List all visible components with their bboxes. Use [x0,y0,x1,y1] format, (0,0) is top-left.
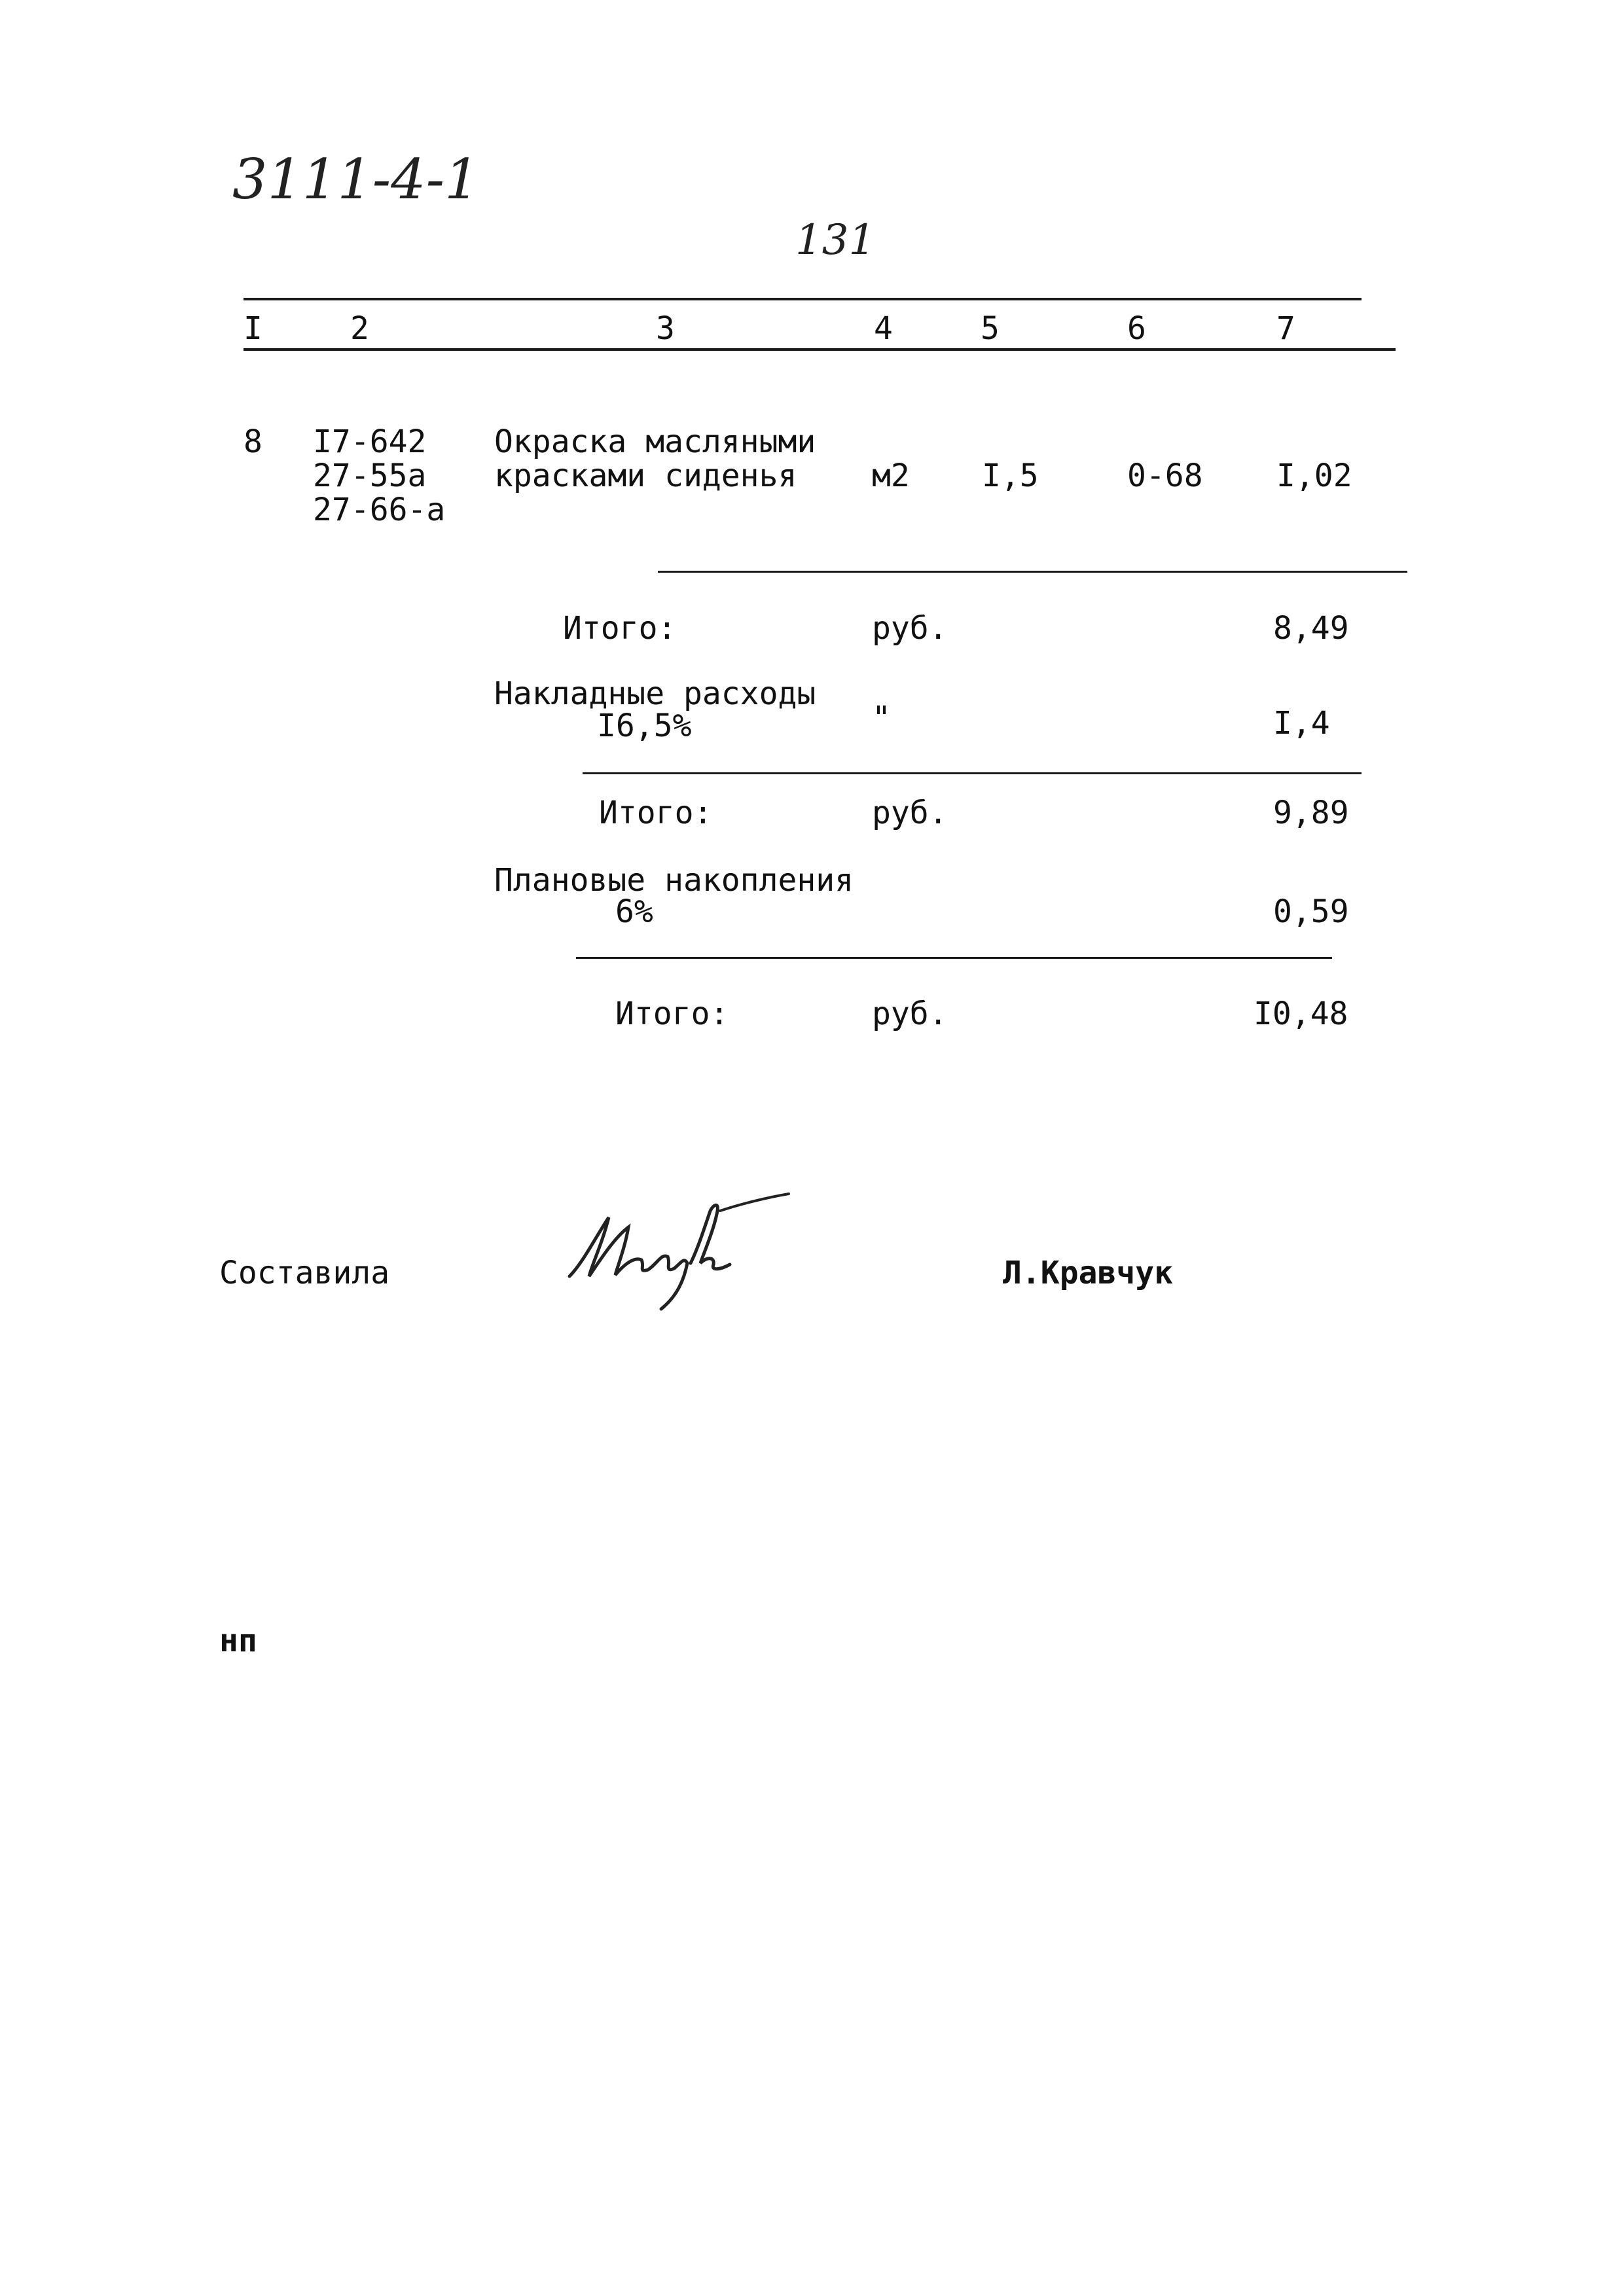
column-number-3: 3 [656,310,675,347]
column-number-2: 2 [350,310,369,347]
page-number: 131 [795,216,876,264]
row-total: I,02 [1276,457,1352,494]
overhead-label: Накладные расходы [494,675,816,712]
row-unit: м2 [872,457,910,494]
column-number-5: 5 [981,310,1000,347]
row-price: 0-68 [1127,457,1203,494]
grand-total-label: Итого: [615,996,729,1032]
overhead-rate: I6,5% [597,708,692,744]
row-number: 8 [244,423,262,460]
column-number-7: 7 [1276,310,1295,347]
planned-savings-rate: 6% [615,893,653,930]
header-bottom-rule [244,348,1396,351]
grand-total-value: I0,48 [1254,996,1348,1032]
subtotal-2-value: 9,89 [1273,795,1349,831]
handwritten-signature [563,1191,799,1316]
row-description-line-2: красками сиденья [494,457,797,494]
row-code-3: 27-66-а [313,492,446,528]
planned-savings-value: 0,59 [1273,893,1349,930]
overhead-rule [583,772,1362,774]
column-number-1: I [244,310,262,347]
planned-savings-label: Плановые накопления [494,862,854,899]
overhead-unit: " [872,700,891,736]
row-total-rule [658,571,1407,573]
grand-total-unit: руб. [872,996,948,1032]
signer-name: Л.Кравчук [1003,1255,1174,1291]
subtotal-2-label: Итого: [599,795,713,831]
column-number-6: 6 [1127,310,1146,347]
subtotal-1-label: Итого: [563,610,677,647]
subtotal-2-unit: руб. [872,795,948,831]
overhead-value: I,4 [1273,705,1330,742]
row-code-1: I7-642 [313,423,427,460]
row-quantity: I,5 [982,457,1039,494]
stamp-mark: нп [219,1623,257,1659]
column-number-4: 4 [874,310,893,347]
planned-savings-rule [576,957,1332,959]
row-description-line-1: Окраска масляными [494,423,816,460]
compiled-by-label: Составила [219,1255,390,1291]
subtotal-1-value: 8,49 [1273,610,1349,647]
document-code: 3111-4-1 [232,147,480,211]
row-code-2: 27-55а [313,457,427,494]
header-top-rule [244,298,1362,300]
subtotal-1-unit: руб. [872,610,948,647]
